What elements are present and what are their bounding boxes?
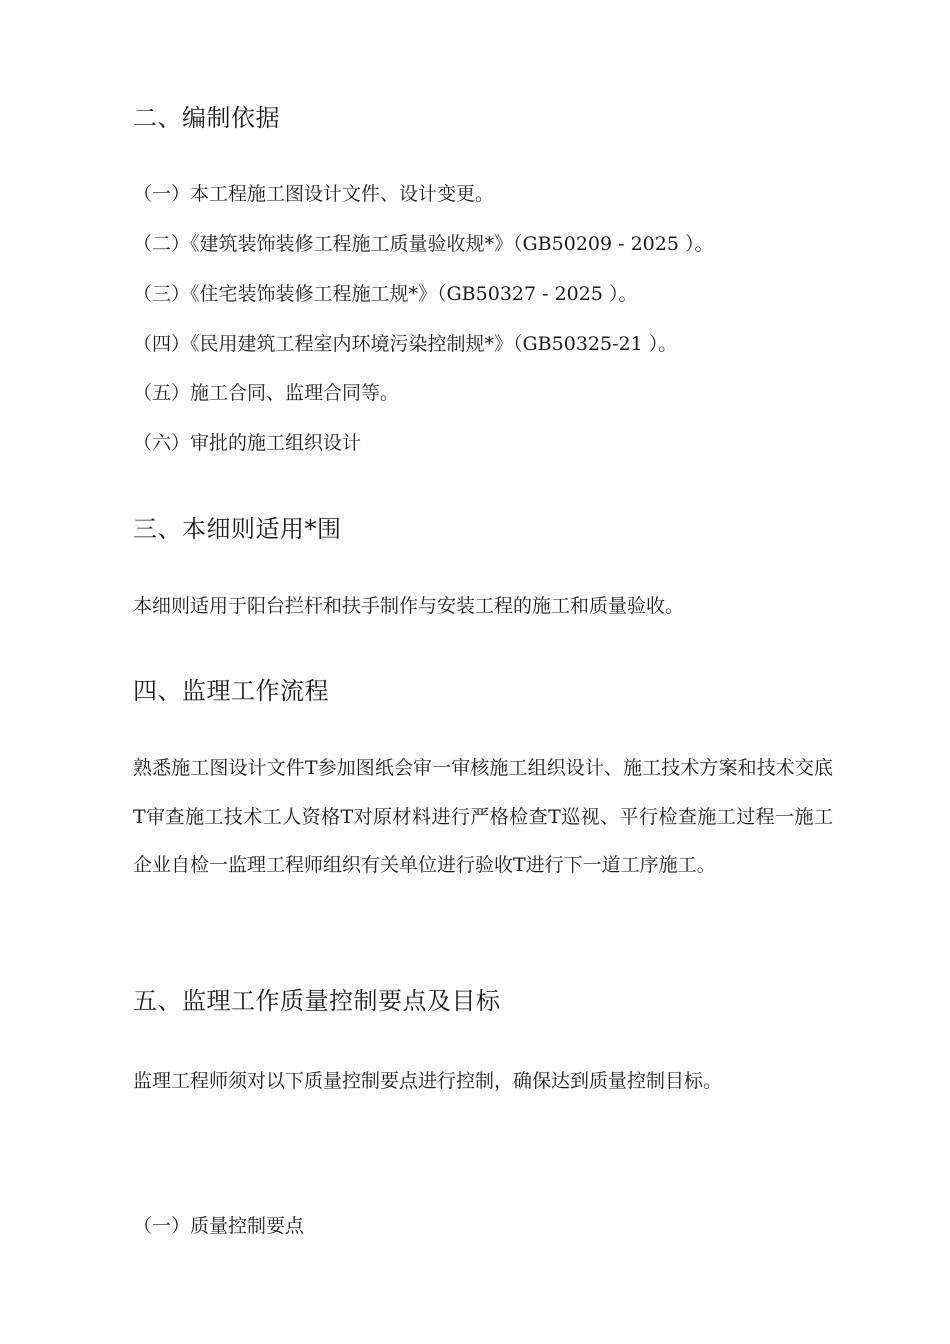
quality-control-paragraph: 监理工程师须对以下质量控制要点进行控制，确保达到质量控制目标。: [133, 1070, 723, 1092]
basis-item-5: （五）施工合同、监理合同等。: [133, 382, 400, 404]
section-heading-basis: 二、编制依据: [133, 104, 280, 132]
section-heading-quality-control: 五、监理工作质量控制要点及目标: [133, 987, 501, 1015]
basis-item-6: （六）审批的施工组织设计: [133, 432, 362, 454]
workflow-paragraph: 熟悉施工图设计文件T参加图纸会审一审核施工组织设计、施工技术方案和技术交底T审查施工技术工人资格T对原材料进行严格检查T巡视、平行检查施工过程一施工企业自检一监理工程师组织有关单位进行验收T进行下一道工序施工。: [133, 757, 833, 876]
basis-item-4: （四）《民用建筑工程室内环境污染控制规*》（GB50325-21 ）。: [133, 333, 678, 355]
basis-item-1: （一）本工程施工图设计文件、设计变更。: [133, 183, 495, 205]
quality-control-subheading: （一）质量控制要点: [133, 1215, 305, 1237]
section-heading-scope: 三、本细则适用*围: [133, 515, 342, 543]
basis-item-3: （三）《住宅装饰装修工程施工规*》（GB50327 - 2025 ）。: [133, 283, 638, 305]
section-heading-workflow: 四、监理工作流程: [133, 677, 329, 705]
scope-paragraph: 本细则适用于阳台拦杆和扶手制作与安装工程的施工和质量验收。: [133, 595, 685, 617]
basis-item-2: （二）《建筑装饰装修工程施工质量验收规*》（GB50209 - 2025 ）。: [133, 233, 714, 255]
